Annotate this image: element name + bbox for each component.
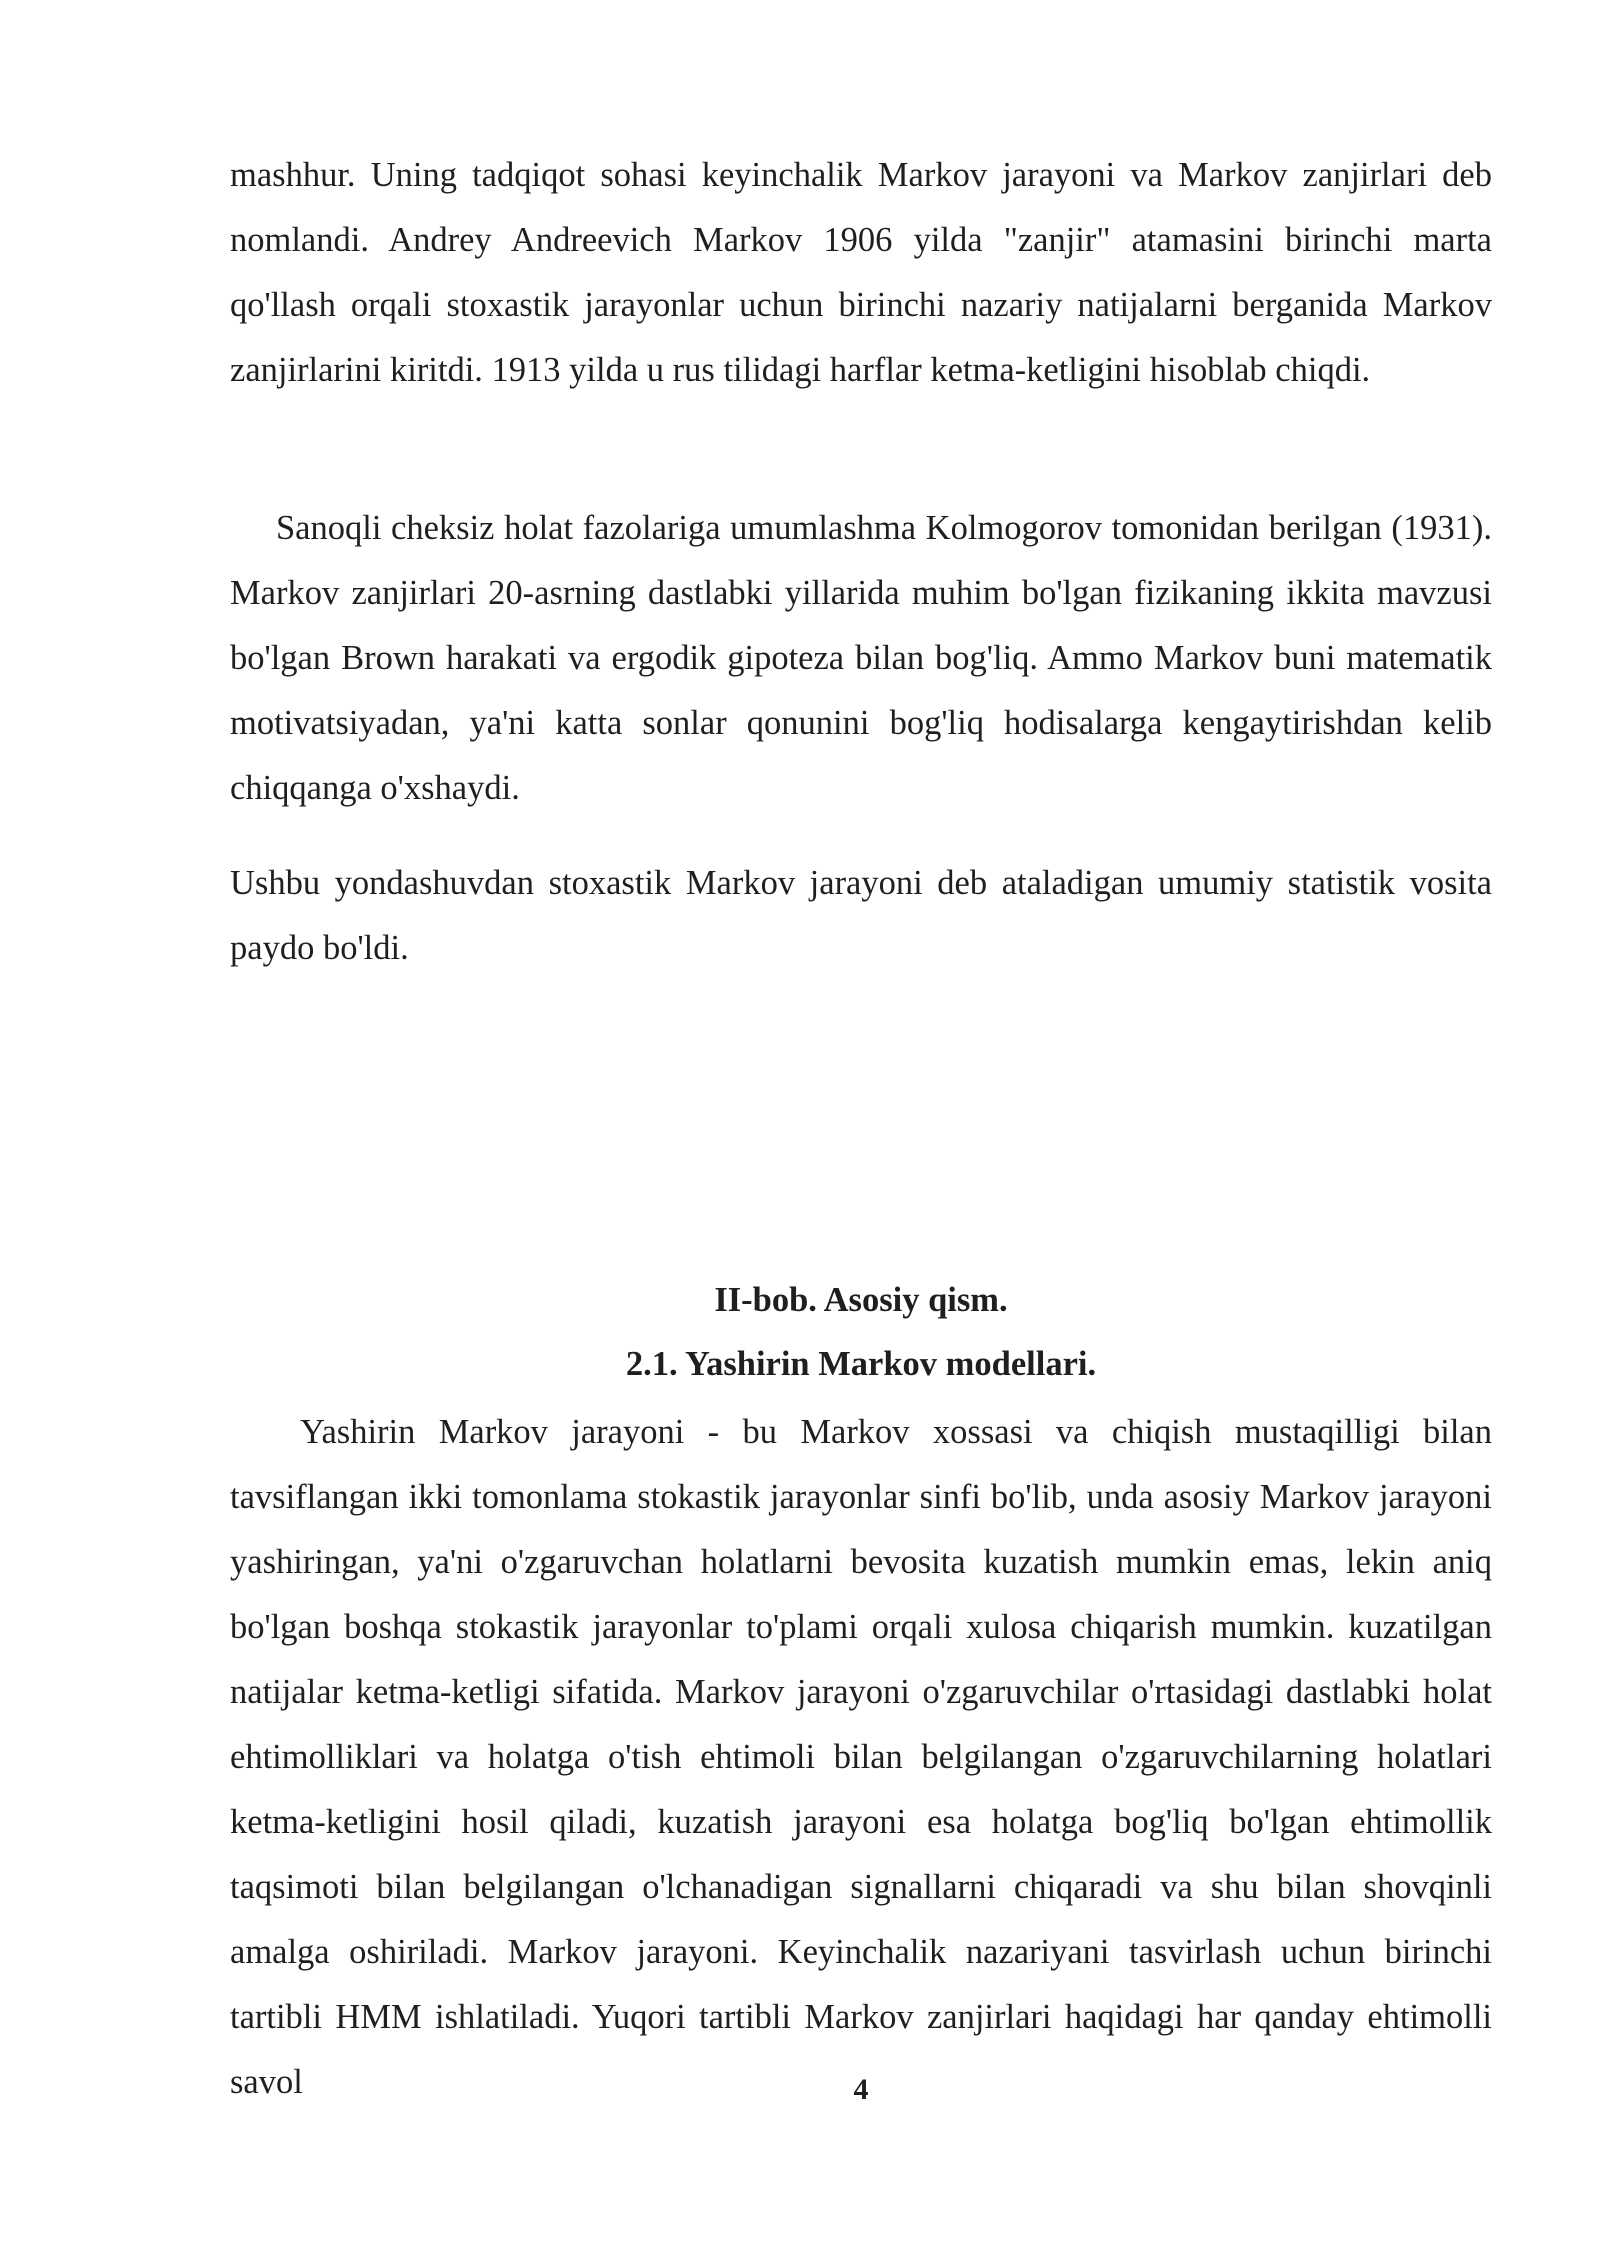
paragraph-kolmogorov: Sanoqli cheksiz holat fazolariga umumlashma Kolmogorov tomonidan berilgan (1931). Markov zanjirlari 20-asrning dastlabki yillarida muhim bo'lgan fizikaning ikkita mavzusi bo'lgan Brown harakati va ergodik gipoteza bilan bog'liq. Ammo Markov buni matematik motivatsiyadan, ya'ni katta sonlar qonunini bog'liq hodisalarga kengaytirishdan kelib chiqqanga o'xshaydi. (230, 509, 1492, 807)
chapter-heading: II-bob. Asosiy qism. (714, 1281, 1008, 1319)
page-number: 4 (853, 2073, 869, 2106)
paragraph-stochastic-process: Ushbu yondashuvdan stoxastik Markov jarayoni deb ataladigan umumiy statistik vosita paydo bo'ldi. (230, 864, 1492, 967)
paragraph-markov-history: mashhur. Uning tadqiqot sohasi keyinchalik Markov jarayoni va Markov zanjirlari deb nomlandi. Andrey Andreevich Markov 1906 yilda "zanjir" atamasini birinchi marta qo'llash orqali stoxastik jarayonlar uchun birinchi nazariy natijalarni berganida Markov zanjirlarini kiritdi. 1913 yilda u rus tilidagi harflar ketma-ketligini hisoblab chiqdi. (230, 156, 1492, 389)
section-heading: 2.1. Yashirin Markov modellari. (625, 1345, 1097, 1383)
paragraph-hidden-markov: Yashirin Markov jarayoni - bu Markov xossasi va chiqish mustaqilligi bilan tavsiflangan ikki tomonlama stokastik jarayonlar sinfi bo'lib, unda asosiy Markov jarayoni yashiringan, ya'ni o'zgaruvchan holatlarni bevosita kuzatish mumkin emas, lekin aniq bo'lgan boshqa stokastik jarayonlar to'plami orqali xulosa chiqarish mumkin. kuzatilgan natijalar ketma-ketligi sifatida. Markov jarayoni o'zgaruvchilar o'rtasidagi dastlabki holat ehtimolliklari va holatga o'tish ehtimoli bilan belgilangan o'zgaruvchilarning holatlari ketma-ketligini hosil qiladi, kuzatish jarayoni esa holatga bog'liq bo'lgan ehtimollik taqsimoti bilan belgilangan o'lchanadigan signallarni chiqaradi va shu bilan shovqinli amalga oshiriladi. Markov jarayoni. Keyinchalik nazariyani tasvirlash uchun birinchi tartibli HMM ishlatiladi. Yuqori tartibli Markov zanjirlari haqidagi har qanday ehtimolli savol (230, 1413, 1492, 2101)
